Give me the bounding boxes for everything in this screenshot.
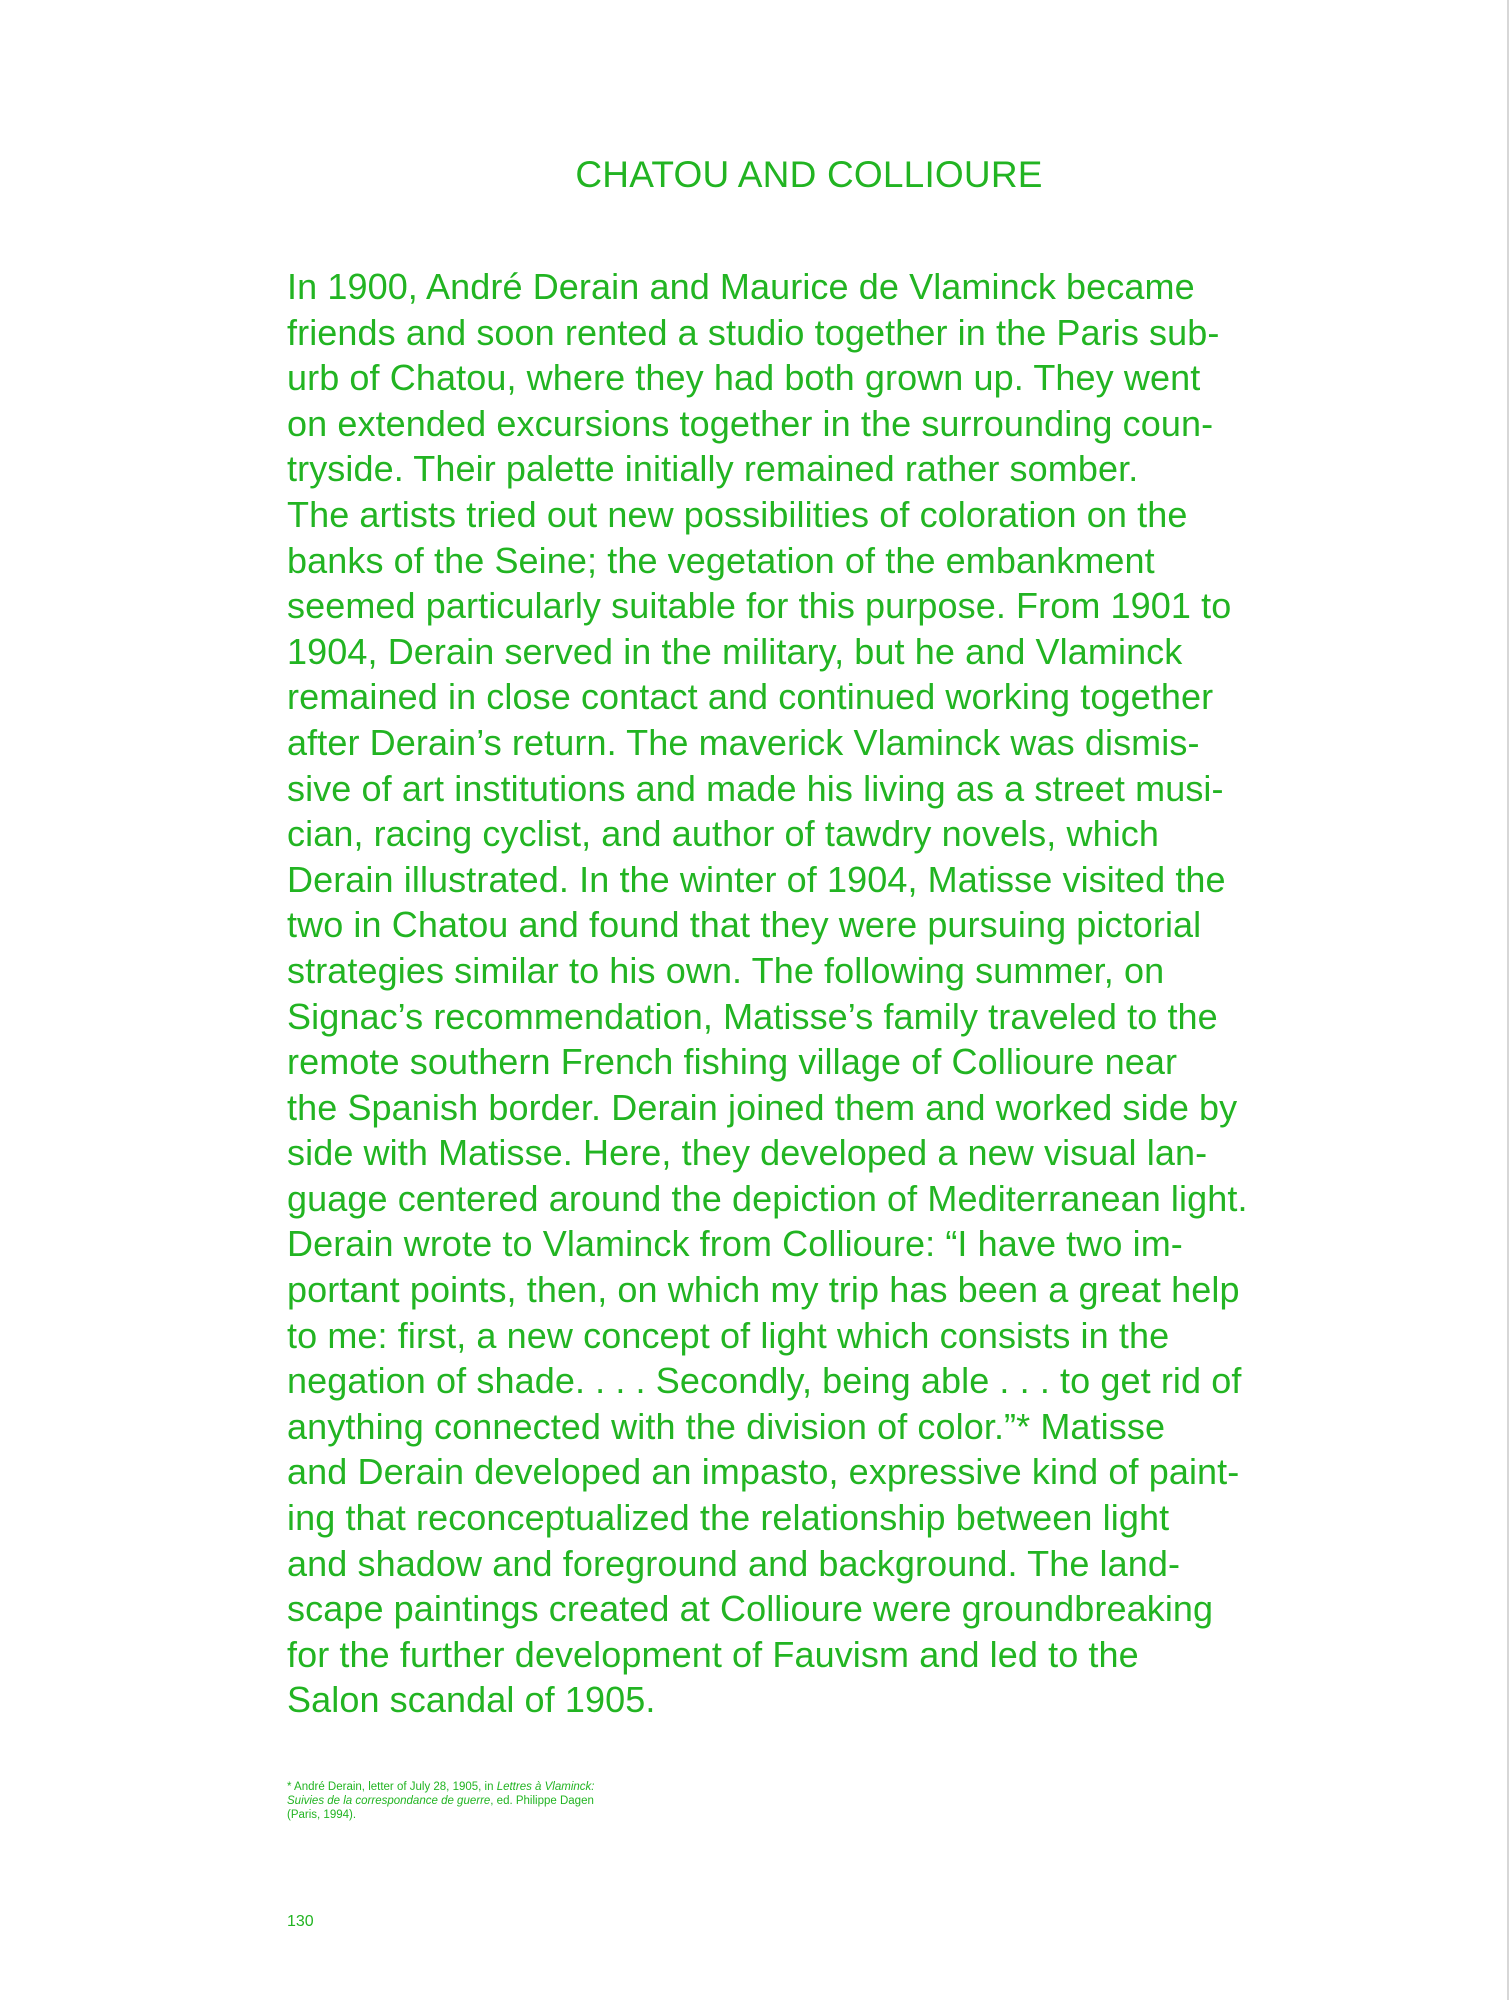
footnote-line	[287, 1794, 707, 1808]
footnote-book-subtitle: Suivies de la correspondance de guerre	[287, 1795, 491, 1807]
body-line: to me: first, a new concept of light which consists in the	[287, 1314, 1170, 1356]
body-text	[287, 264, 1347, 1723]
body-line: cian, racing cyclist, and author of tawdry novels, which	[287, 813, 1160, 855]
body-line: urb of Chatou, where they had both grown up. They went	[287, 357, 1201, 399]
body-line: side with Matisse. Here, they developed a new visual lan-	[287, 1132, 1208, 1174]
footnote-line	[287, 1780, 707, 1794]
body-line: guage centered around the depiction of Mediterranean light.	[287, 1177, 1248, 1219]
footnote-marker: *	[287, 1781, 292, 1793]
body-line: 1904, Derain served in the military, but he and Vlaminck	[287, 630, 1183, 672]
body-line: two in Chatou and found that they were pursuing pictorial	[287, 904, 1202, 946]
body-line: remained in close contact and continued working together	[287, 676, 1214, 718]
body-line: for the further development of Fauvism and led to the	[287, 1633, 1139, 1675]
body-line: strategies similar to his own. The following summer, on	[287, 949, 1165, 991]
body-line: anything connected with the division of color.”* Matisse	[287, 1405, 1166, 1447]
body-line: on extended excursions together in the surrounding coun-	[287, 402, 1214, 444]
body-line: ing that reconceptualized the relationship between light	[287, 1497, 1170, 1539]
body-line: banks of the Seine; the vegetation of the embankment	[287, 539, 1155, 581]
body-line: Derain illustrated. In the winter of 1904, Matisse visited the	[287, 858, 1226, 900]
body-line: Salon scandal of 1905.	[287, 1679, 656, 1721]
body-line: the Spanish border. Derain joined them and worked side by	[287, 1086, 1238, 1128]
body-line: scape paintings created at Collioure were groundbreaking	[287, 1588, 1214, 1630]
body-line: and Derain developed an impasto, expressive kind of paint-	[287, 1451, 1240, 1493]
body-line: friends and soon rented a studio together in the Paris sub-	[287, 311, 1220, 353]
body-line: portant points, then, on which my trip has been a great help	[287, 1269, 1240, 1311]
footnote-book-title: Lettres à Vlaminck:	[496, 1781, 595, 1793]
footnote-line: (Paris, 1994).	[287, 1809, 357, 1821]
body-line: seemed particularly suitable for this purpose. From 1901 to	[287, 585, 1232, 627]
body-line: tryside. Their palette initially remained rather somber.	[287, 448, 1139, 490]
page-title: CHATOU AND COLLIOURE	[575, 153, 1043, 195]
body-line: after Derain’s return. The maverick Vlaminck was dismis-	[287, 721, 1200, 763]
footnote-citation: André Derain, letter of July 28, 1905, in	[291, 1781, 497, 1793]
body-line: In 1900, André Derain and Maurice de Vlaminck became	[287, 266, 1195, 307]
footnote-editor: , ed. Philippe Dagen	[490, 1795, 594, 1807]
body-line: remote southern French fishing village of Collioure near	[287, 1041, 1178, 1083]
footnote	[287, 1780, 707, 1822]
body-line: and shadow and foreground and background. The land-	[287, 1542, 1181, 1584]
body-line: The artists tried out new possibilities of coloration on the	[287, 493, 1188, 535]
body-line: Signac’s recommendation, Matisse’s family traveled to the	[287, 995, 1218, 1037]
body-line: sive of art institutions and made his living as a street musi-	[287, 767, 1224, 809]
body-line: Derain wrote to Vlaminck from Collioure: “I have two im-	[287, 1223, 1183, 1265]
body-line: negation of shade. . . . Secondly, being able . . . to get rid of	[287, 1360, 1242, 1402]
page-number: 130	[287, 1913, 314, 1930]
